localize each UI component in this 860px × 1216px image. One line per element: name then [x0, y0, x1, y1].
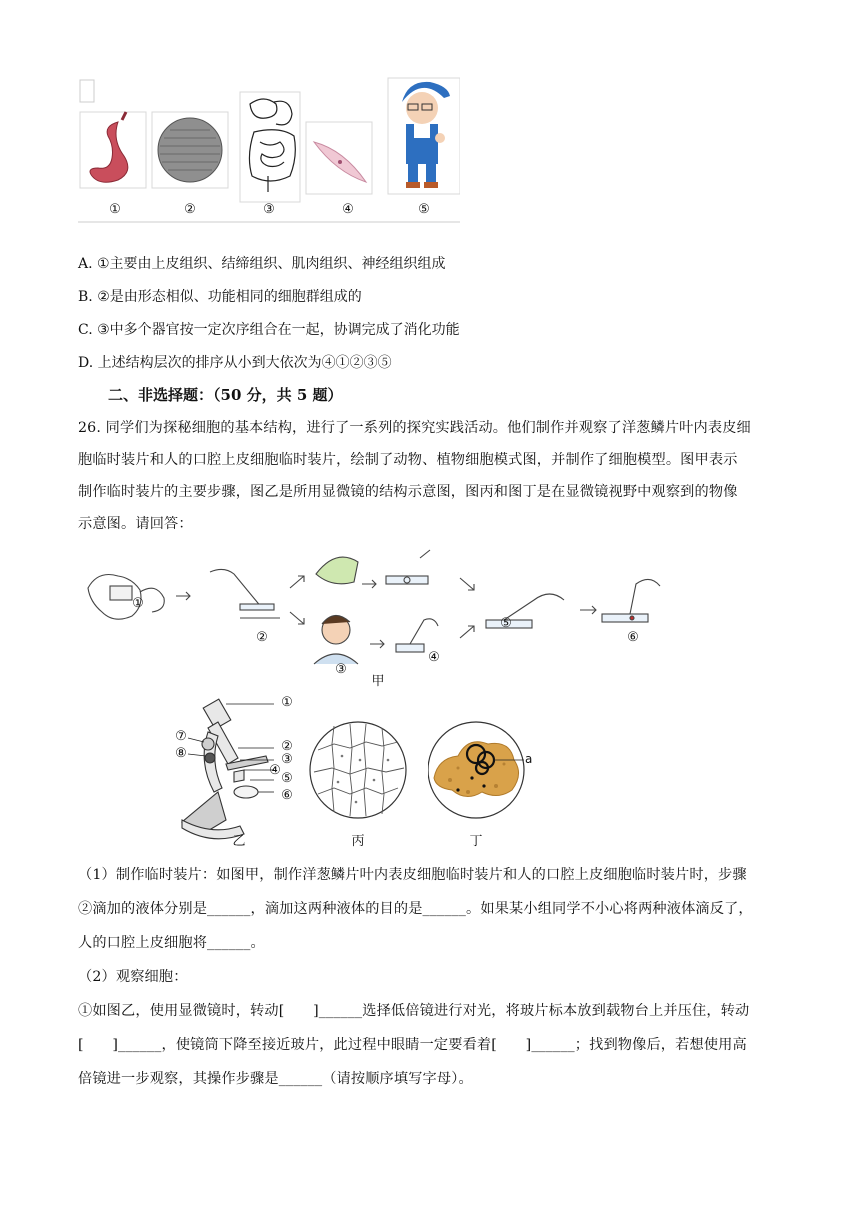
staining-icon: [630, 579, 660, 614]
bing-caption: 丙: [351, 834, 365, 849]
question-26-line-3: 制作临时装片的主要步骤，图乙是所用显微镜的结构示意图，图丙和图丁是在显微镜视野中观察到的物像: [78, 484, 738, 500]
microscope-icon: [182, 699, 268, 839]
section-heading: 二、非选择题：（50 分，共 5 题）: [108, 386, 343, 404]
yi-part-3: ③: [281, 752, 293, 767]
yi-part-2: ②: [281, 739, 293, 754]
yi-part-1: ①: [281, 695, 293, 710]
sub2-line-2: [ ]______，使镜筒下降至接近玻片，此过程中眼睛一定要看着[ ]______；找到物像后，若想使用高: [78, 1037, 747, 1053]
level-label-5: ⑤: [418, 202, 430, 217]
option-b: B. ②是由形态相似、功能相同的细胞群组成的: [78, 289, 362, 305]
tissue-icon: [158, 118, 222, 182]
option-c: C. ③中多个器官按一定次序组合在一起，协调完成了消化功能: [78, 322, 460, 338]
onion-cells-svg: [308, 720, 408, 820]
level-label-2: ②: [184, 202, 196, 217]
sub2-line-3: 倍镜进一步观察，其操作步骤是______（请按顺序填写字母）。: [78, 1071, 473, 1087]
jia-step-2: ②: [256, 630, 268, 645]
onion-leaf-icon: [316, 557, 358, 584]
cheek-cells-svg: [428, 720, 548, 820]
level-label-3: ③: [263, 202, 275, 217]
ding-marker-a: a: [525, 752, 533, 766]
sub1-line-3: 人的口腔上皮细胞将______。: [78, 935, 265, 951]
structure-levels-figure: [78, 72, 460, 224]
sub1-line-1: （1）制作临时装片：如图甲，制作洋葱鳞片叶内表皮细胞临时装片和人的口腔上皮细胞临时装片时，步骤: [78, 867, 747, 883]
figure-bing: [308, 720, 408, 850]
yi-part-8: ⑧: [175, 746, 187, 761]
yi-caption: 乙: [232, 834, 246, 849]
option-d: D. 上述结构层次的排序从小到大依次为④①②③⑤: [78, 355, 392, 371]
jia-step-1: ①: [132, 596, 144, 611]
figure-ding: [428, 720, 548, 850]
figure-jia-svg: [80, 548, 680, 688]
jia-step-6: ⑥: [627, 630, 639, 645]
dropper-icon: [210, 569, 262, 608]
jia-step-5: ⑤: [500, 616, 512, 631]
sub2-title: （2）观察细胞：: [78, 969, 188, 985]
jia-caption: 甲: [371, 674, 385, 689]
question-26-line-1: 26. 同学们为探秘细胞的基本结构，进行了一系列的探究实践活动。他们制作并观察了洋葱鳞片叶内表皮细: [78, 420, 751, 436]
jia-step-4: ④: [428, 650, 440, 665]
yi-part-7: ⑦: [175, 729, 187, 744]
level-label-4: ④: [342, 202, 354, 217]
question-26-line-4: 示意图。请回答：: [78, 516, 193, 532]
figure-yi: [168, 692, 302, 850]
option-a: A. ①主要由上皮组织、结缔组织、肌肉组织、神经组织组成: [78, 256, 446, 272]
yi-part-5: ⑤: [281, 771, 293, 786]
jia-step-3: ③: [335, 662, 347, 677]
sub1-line-2: ②滴加的液体分别是______，滴加这两种液体的目的是______。如果某小组同学不小心将两种液体滴反了，: [78, 901, 753, 917]
question-26-line-2: 胞临时装片和人的口腔上皮细胞临时装片，绘制了动物、植物细胞模式图，并制作了细胞模型。图甲表示: [78, 452, 738, 468]
sub2-line-1: ①如图乙，使用显微镜时，转动[ ]______选择低倍镜进行对光，将玻片标本放到载物台上并压住，转动: [78, 1003, 750, 1019]
ding-caption: 丁: [469, 834, 483, 849]
yi-part-6: ⑥: [281, 788, 293, 803]
level-label-1: ①: [109, 202, 121, 217]
figure-jia: [80, 548, 680, 688]
yi-part-4: ④: [269, 763, 281, 778]
